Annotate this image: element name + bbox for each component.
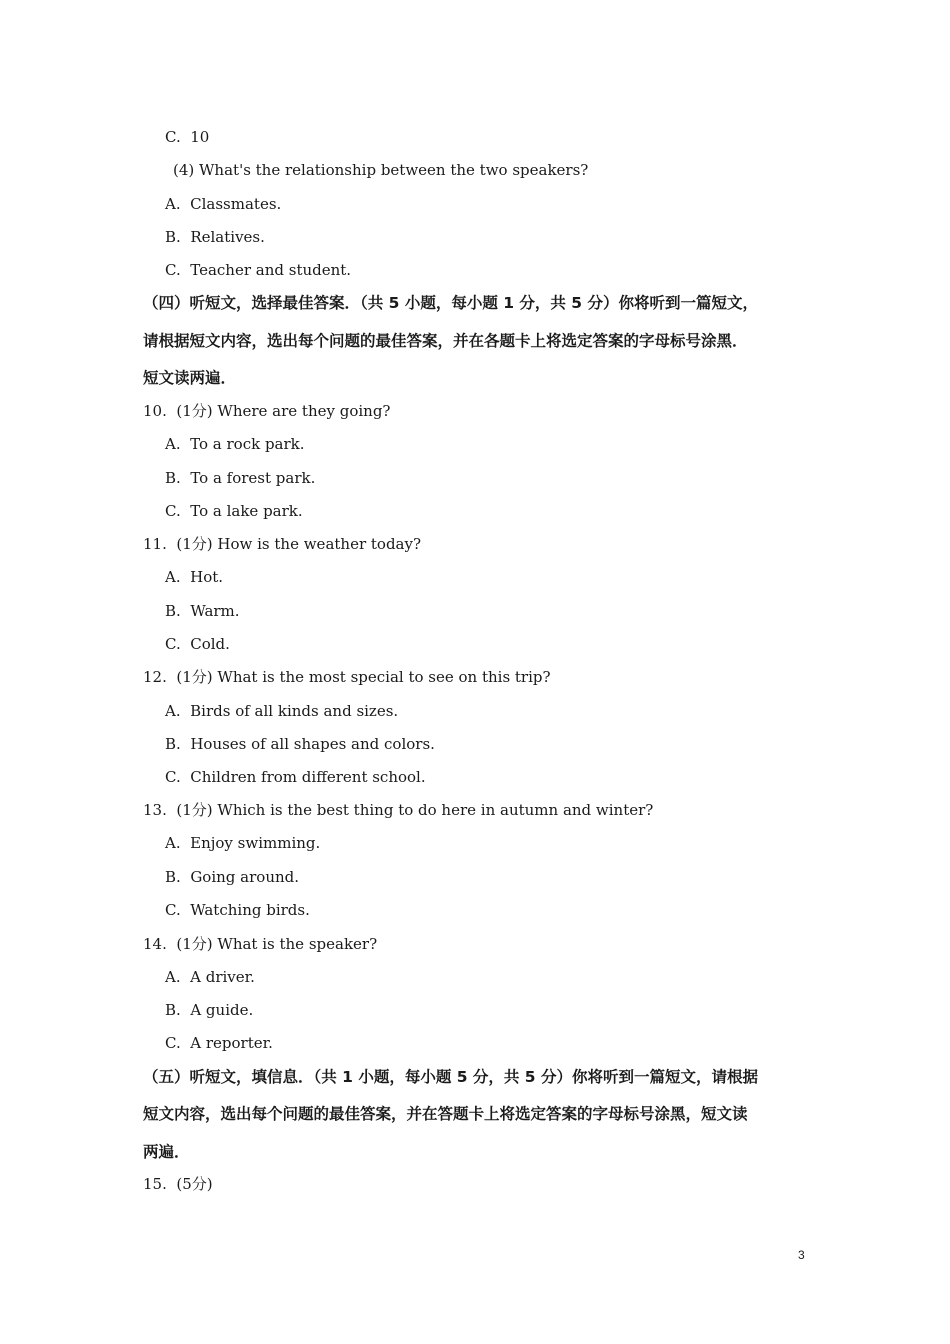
page-number: 3 [798, 1248, 805, 1262]
option-11-a: A. Hot. [165, 568, 224, 586]
option-14-a: A. A driver. [165, 968, 255, 986]
option-12-a: A. Birds of all kinds and sizes. [165, 702, 399, 720]
option-13-a: A. Enjoy swimming. [165, 834, 321, 852]
question-14: 14. (1分) What is the speaker? [143, 935, 378, 953]
question-15: 15. (5分) [143, 1175, 213, 1193]
section-5-heading: （五）听短文，填信息．（共 1 小题，每小题 5 分，共 5 分）你将听到一篇短文，请根据 [143, 1068, 758, 1086]
question-11: 11. (1分) How is the weather today? [143, 535, 422, 553]
option-11-c: C. Cold. [165, 635, 230, 653]
question-13: 13. (1分) Which is the best thing to do here in autumn and winter? [143, 801, 654, 819]
option-12-b: B. Houses of all shapes and colors. [165, 735, 435, 753]
section-5-note: 两遍． [143, 1143, 190, 1161]
option-10-c: C. To a lake park. [165, 502, 303, 520]
question-10: 10. (1分) Where are they going? [143, 402, 391, 420]
section-4-heading: （四）听短文，选择最佳答案．（共 5 小题，每小题 1 分，共 5 分）你将听到一篇短文， [143, 294, 758, 312]
option-10-b: B. To a forest park. [165, 469, 316, 487]
section-4-instructions: 请根据短文内容，选出每个问题的最佳答案，并在各题卡上将选定答案的字母标号涂黑． [143, 332, 748, 350]
section-5-instructions: 短文内容，选出每个问题的最佳答案，并在答题卡上将选定答案的字母标号涂黑，短文读 [143, 1105, 748, 1123]
option-4-c: C. Teacher and student. [165, 261, 352, 279]
option-4-a: A. Classmates. [165, 195, 282, 213]
option-11-b: B. Warm. [165, 602, 240, 620]
question-3-4: (4) What's the relationship between the two speakers? [173, 161, 589, 179]
option-3-c: C. 10 [165, 128, 210, 146]
option-12-c: C. Children from different school. [165, 768, 426, 786]
option-14-c: C. A reporter. [165, 1034, 273, 1052]
option-4-b: B. Relatives. [165, 228, 265, 246]
option-13-c: C. Watching birds. [165, 901, 310, 919]
option-14-b: B. A guide. [165, 1001, 254, 1019]
option-13-b: B. Going around. [165, 868, 300, 886]
question-12: 12. (1分) What is the most special to see on this trip? [143, 668, 551, 686]
section-4-note: 短文读两遍． [143, 369, 237, 387]
option-10-a: A. To a rock park. [165, 435, 305, 453]
